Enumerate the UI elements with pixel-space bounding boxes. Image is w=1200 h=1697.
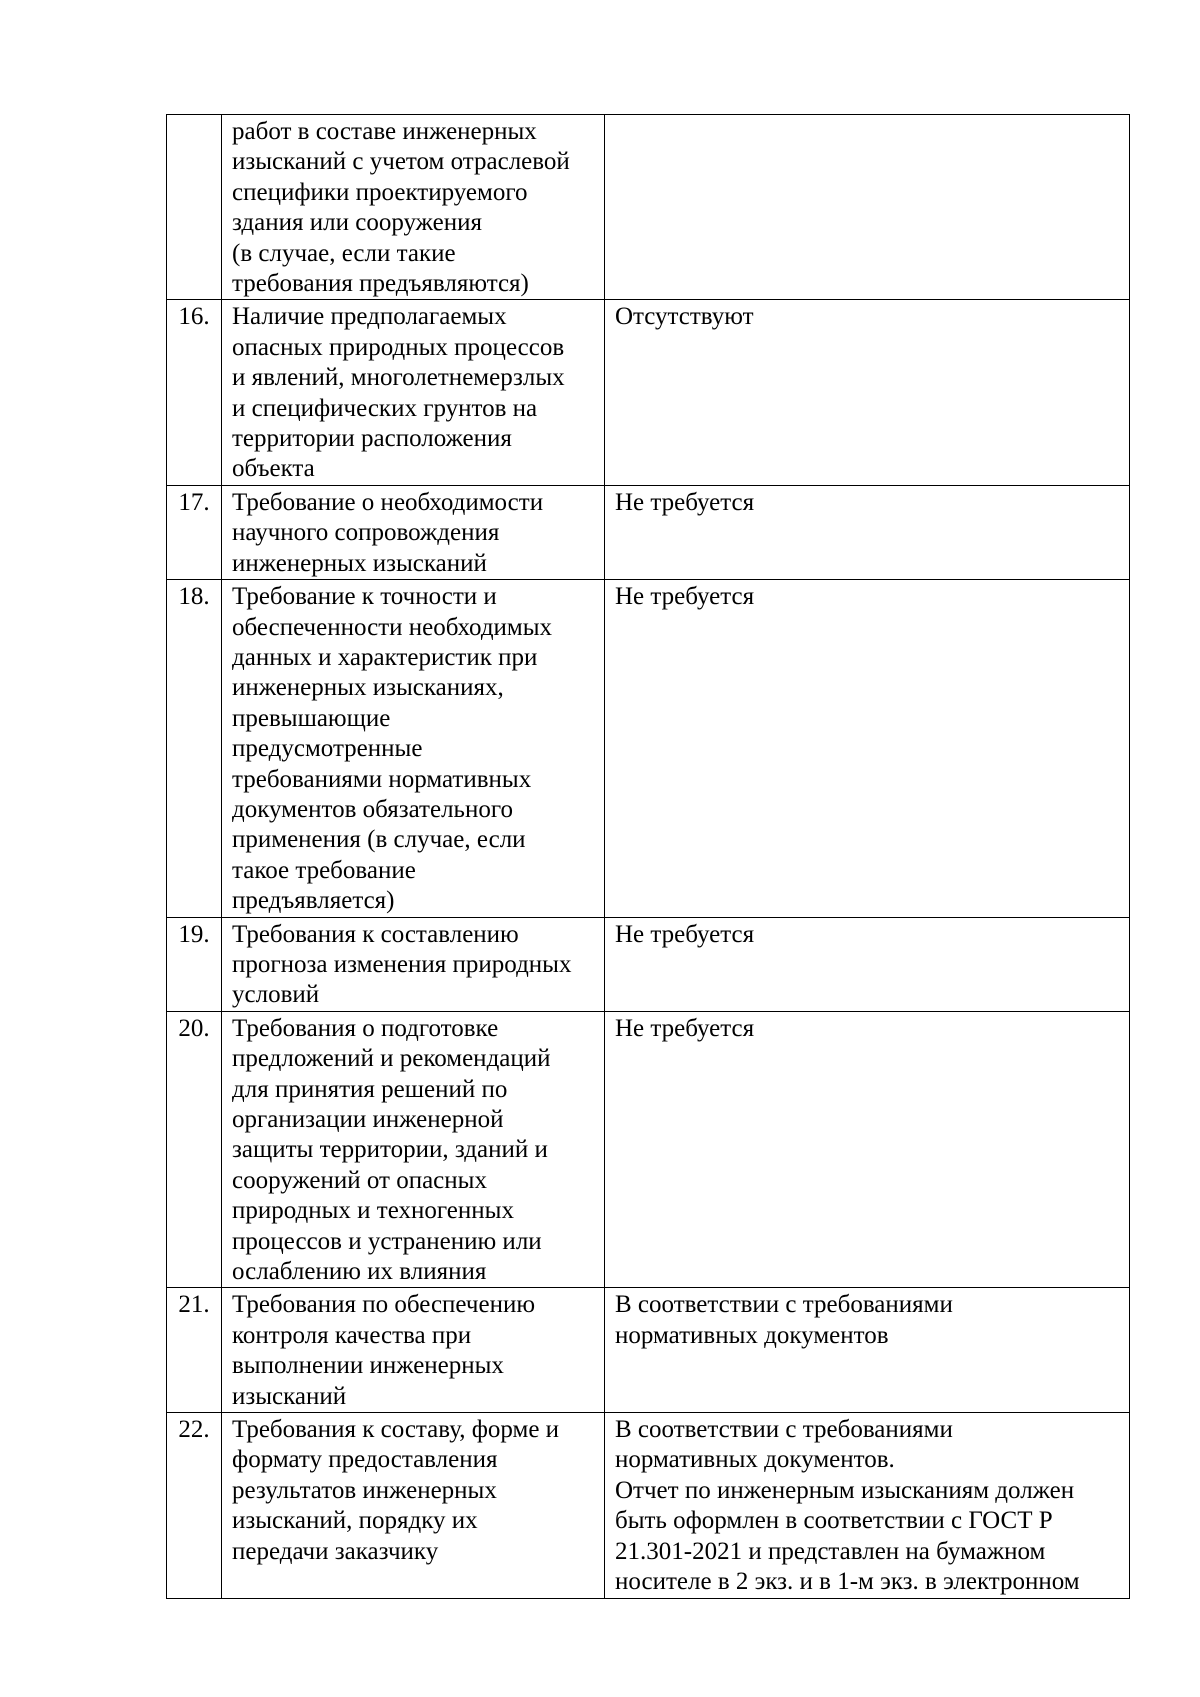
requirement-value: Не требуется xyxy=(605,485,1130,579)
row-number: 17. xyxy=(167,485,222,579)
requirement-value xyxy=(605,115,1130,300)
requirement-text: Требования о подготовке предложений и рекомендаций для принятия решений по организации инженерной защиты территории, зданий и сооружений от опасных природных и техногенных процессов и устранению или ослаблению их влияния xyxy=(222,1011,605,1288)
row-number xyxy=(167,115,222,300)
requirement-value: Не требуется xyxy=(605,917,1130,1011)
requirement-value: Не требуется xyxy=(605,1011,1130,1288)
row-number: 19. xyxy=(167,917,222,1011)
row-number: 18. xyxy=(167,580,222,917)
requirement-text: Требования по обеспечению контроля качества при выполнении инженерных изысканий xyxy=(222,1288,605,1413)
requirement-value: Отсутствуют xyxy=(605,300,1130,485)
requirement-text: Требование к точности и обеспеченности необходимых данных и характеристик при инженерных изысканиях, превышающие предусмотренные требованиями нормативных документов обязательного применения (в случае, если такое требование предъявляется) xyxy=(222,580,605,917)
row-number: 21. xyxy=(167,1288,222,1413)
requirement-text: Требование о необходимости научного сопровождения инженерных изысканий xyxy=(222,485,605,579)
requirement-text: Наличие предполагаемых опасных природных процессов и явлений, многолетнемерзлых и специфических грунтов на территории расположения объекта xyxy=(222,300,605,485)
row-number: 22. xyxy=(167,1413,222,1598)
table-row xyxy=(167,485,1130,579)
table-row xyxy=(167,917,1130,1011)
requirement-text: работ в составе инженерных изысканий с учетом отраслевой специфики проектируемого здания или сооружения (в случае, если такие требования предъявляются) xyxy=(222,115,605,300)
table-row xyxy=(167,115,1130,300)
requirement-value: В соответствии с требованиями нормативных документов xyxy=(605,1288,1130,1413)
table-row xyxy=(167,300,1130,485)
requirement-text: Требования к составлению прогноза изменения природных условий xyxy=(222,917,605,1011)
requirement-text: Требования к составу, форме и формату предоставления результатов инженерных изысканий, порядку их передачи заказчику xyxy=(222,1413,605,1598)
table-row xyxy=(167,1413,1130,1598)
requirements-table xyxy=(166,114,1130,1599)
row-number: 20. xyxy=(167,1011,222,1288)
table-row xyxy=(167,580,1130,917)
table-row xyxy=(167,1288,1130,1413)
table-row xyxy=(167,1011,1130,1288)
requirement-value: Не требуется xyxy=(605,580,1130,917)
requirement-value: В соответствии с требованиями нормативных документов. Отчет по инженерным изысканиям должен быть оформлен в соответствии с ГОСТ Р 21.301-2021 и представлен на бумажном носителе в 2 экз. и в 1-м экз. в электронном xyxy=(605,1413,1130,1598)
row-number: 16. xyxy=(167,300,222,485)
